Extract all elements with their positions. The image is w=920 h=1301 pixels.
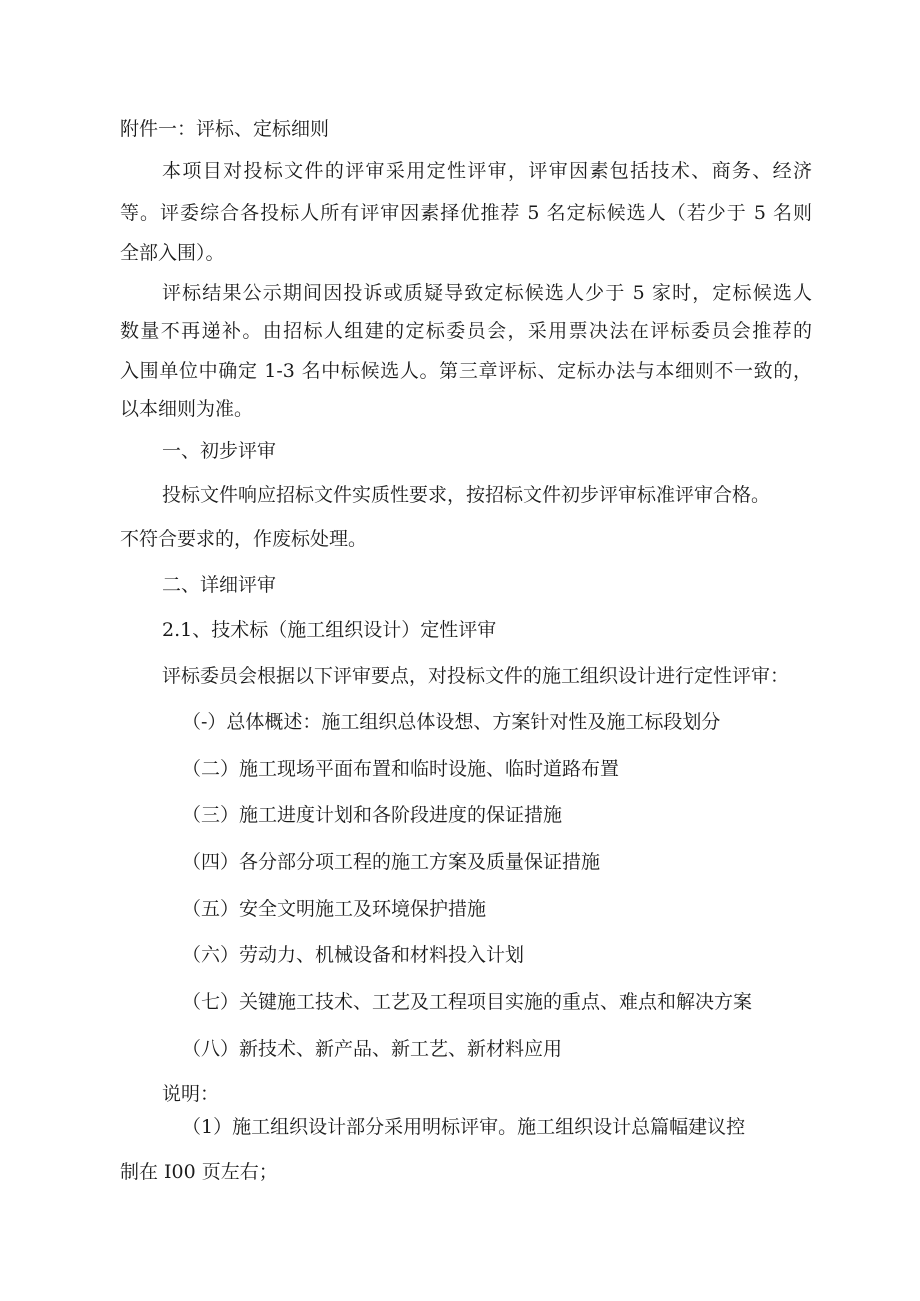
list-item: （四）各分部分项工程的施工方案及质量保证措施 [182, 851, 601, 873]
section1-line-2: 不符合要求的，作废标处理。 [120, 528, 368, 550]
intro-line-2: 等。评委综合各投标人所有评审因素择优推荐 5 名定标候选人（若少于 5 名则 [120, 202, 812, 224]
list-item: （七）关键施工技术、工艺及工程项目实施的重点、难点和解决方案 [182, 991, 753, 1013]
intro-line-1: 本项目对投标文件的评审采用定性评审，评审因素包括技术、商务、经济 [162, 160, 812, 182]
para2-line-4: 以本细则为准。 [120, 398, 254, 420]
section2-subheading: 2.1、技术标（施工组织设计）定性评审 [162, 619, 497, 641]
para2-line-3: 入围单位中确定 1-3 名中标候选人。第三章评标、定标办法与本细则不一致的， [120, 360, 812, 382]
notes-label: 说明： [162, 1083, 220, 1105]
intro-line-3: 全部入围）。 [120, 242, 225, 264]
para2-line-2: 数量不再递补。由招标人组建的定标委员会，采用票决法在评标委员会推荐的 [120, 320, 812, 342]
list-item: （二）施工现场平面布置和临时设施、临时道路布置 [182, 758, 620, 780]
list-item: （三）施工进度计划和各阶段进度的保证措施 [182, 804, 563, 826]
section2-intro: 评标委员会根据以下评审要点，对投标文件的施工组织设计进行定性评审： [162, 665, 790, 687]
para2-line-1: 评标结果公示期间因投诉或质疑导致定标候选人少于 5 家时，定标候选人 [162, 282, 812, 304]
section1-line-1: 投标文件响应招标文件实质性要求，按招标文件初步评审标准评审合格。 [162, 484, 771, 506]
list-item: （八）新技术、新产品、新工艺、新材料应用 [182, 1038, 563, 1060]
notes-line-2: 制在 I00 页左右； [120, 1161, 278, 1183]
list-item: （-）总体概述：施工组织总体设想、方案针对性及施工标段划分 [182, 711, 721, 733]
section1-heading: 一、初步评审 [162, 440, 277, 462]
doc-title: 附件一：评标、定标细则 [120, 118, 330, 140]
list-item: （六）劳动力、机械设备和材料投入计划 [182, 944, 525, 966]
notes-line-1: （1）施工组织设计部分采用明标评审。施工组织设计总篇幅建议控 [182, 1116, 746, 1138]
section2-heading: 二、详细评审 [162, 574, 277, 596]
list-item: （五）安全文明施工及环境保护措施 [182, 898, 487, 920]
